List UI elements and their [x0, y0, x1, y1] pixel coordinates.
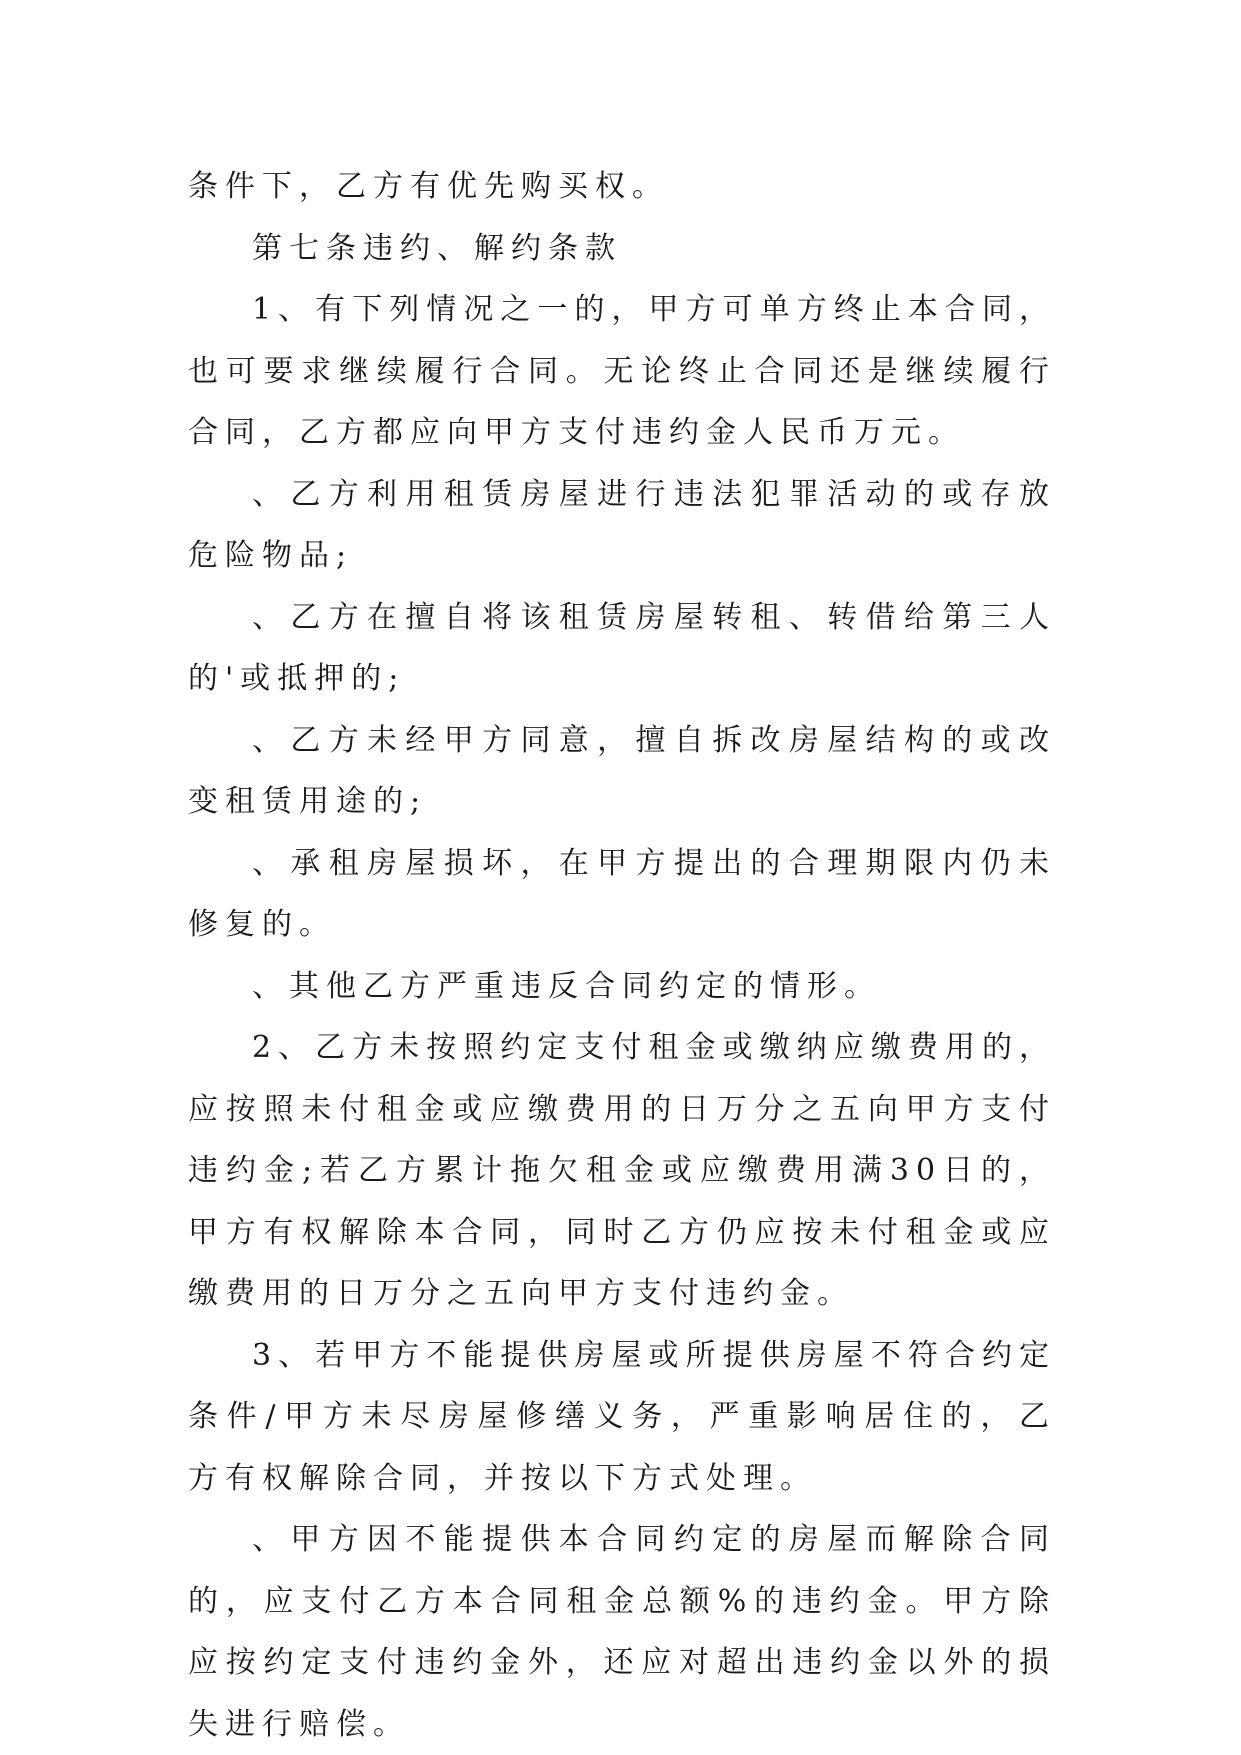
- paragraph-item-damage: 、承租房屋损坏，在甲方提出的合理期限内仍未修复的。: [188, 845, 1056, 942]
- paragraph-item-other-breach: 、其他乙方严重违反合同约定的情形。: [252, 968, 881, 1004]
- paragraph-clause-2: 2、乙方未按照约定支付租金或缴纳应缴费用的，应按照未付租金或应缴费用的日万分之五向甲方支付违约金;若乙方累计拖欠租金或应缴费用满30日的，甲方有权解除本合同，同时乙方仍应按未付租金或应缴费用的日万分之五向甲方支付违约金。: [188, 1030, 1056, 1311]
- paragraph-clause-3: 3、若甲方不能提供房屋或所提供房屋不符合约定条件/甲方未尽房屋修缮义务，严重影响居住的，乙方有权解除合同，并按以下方式处理。: [188, 1337, 1056, 1496]
- section-heading-article-7: 第七条违约、解约条款: [252, 230, 622, 266]
- paragraph-1: 条件下，乙方有优先购买权。: [188, 169, 669, 204]
- paragraph-item-sublet: 、乙方在擅自将该租赁房屋转租、转借给第三人的'或抵押的;: [188, 599, 1056, 696]
- paragraph-clause-1: 1、有下列情况之一的，甲方可单方终止本合同，也可要求继续履行合同。无论终止合同还是继续履行合同，乙方都应向甲方支付违约金人民币万元。: [188, 292, 1056, 450]
- paragraph-item-landlord-default: 、甲方因不能提供本合同约定的房屋而解除合同的，应支付乙方本合同租金总额%的违约金。甲方除应按约定支付违约金外，还应对超出违约金以外的损失进行赔偿。: [188, 1522, 1056, 1742]
- document-body: [188, 156, 1056, 1755]
- paragraph-item-illegal-use: 、乙方利用租赁房屋进行违法犯罪活动的或存放危险物品;: [188, 476, 1056, 573]
- paragraph-item-alteration: 、乙方未经甲方同意，擅自拆改房屋结构的或改变租赁用途的;: [188, 722, 1056, 819]
